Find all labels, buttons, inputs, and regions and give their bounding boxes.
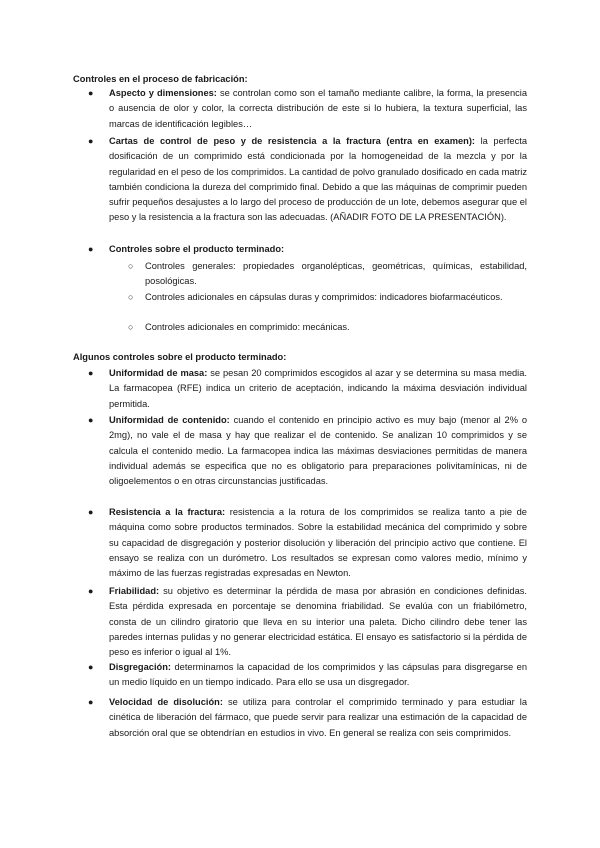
bullet-icon: ● bbox=[88, 136, 94, 146]
bullet-icon: ● bbox=[88, 244, 94, 254]
sub-item-text: Controles generales: propiedades organolépticas, geométricas, químicas, estabilidad, posológicas. bbox=[145, 261, 527, 287]
list-item-uniformidad-contenido bbox=[88, 413, 527, 489]
list-item-aspecto bbox=[88, 86, 527, 132]
section-heading-producto-terminado: Algunos controles sobre el producto terminado: bbox=[73, 352, 287, 362]
item-title: Controles sobre el producto terminado: bbox=[109, 244, 285, 254]
item-text: se pesan 20 comprimidos escogidos al azar y se determina su masa media. La farmacopea (RFE) indica un criterio de aceptación, indicando la máxima desviación individual permitida. bbox=[109, 368, 527, 409]
item-text: cuando el contenido en principio activo es muy bajo (menor al 2% o 2mg), no vale el de masa y hay que realizar el de contenido. Se analizan 10 comprimidos y se calcula el contenido medio. La farmacopea indica las máximas desviaciones permitidas de manera individual además se especifica que no es obligatorio para preparaciones polivitamínicas, ni de oligoelementos o en otras circunstancias justificadas. bbox=[109, 415, 527, 487]
item-text: se controlan como son el tamaño mediante calibre, la forma, la presencia o ausencia de olor y color, la correcta distribución de este si lo hubiera, la textura superficial, las marcas de identificación legibles… bbox=[109, 88, 527, 129]
list-item-friabilidad bbox=[88, 584, 527, 660]
item-text: determinamos la capacidad de los comprimidos y las cápsulas para disgregarse en un medio líquido en un tiempo indicado. Para ello se usa un disgregador. bbox=[109, 662, 527, 688]
sub-item-text: Controles adicionales en comprimido: mecánicas. bbox=[145, 322, 350, 332]
item-title: Friabilidad: bbox=[109, 586, 160, 596]
bullet-icon: ● bbox=[88, 586, 94, 596]
section-heading-proceso: Controles en el proceso de fabricación: bbox=[73, 74, 248, 84]
bullet-icon: ● bbox=[88, 368, 94, 378]
item-text: su objetivo es determinar la pérdida de masa por abrasión en condiciones definidas. Esta pérdida expresada en porcentaje se denomina friabilidad. Se evalúa con un friabilómetro, consta de un cilindro giratorio que lleva en su interior una paleta. Dicho cilindro debe tener las paredes internas pulidas y no generar electricidad estática. El ensayo es satisfactorio si la pérdida de peso es inferior o igual al 1%. bbox=[109, 586, 527, 658]
item-text: la perfecta dosificación de un comprimido está condicionada por la homogeneidad de la mezcla y por la regularidad en el peso de los comprimidos. La cantidad de polvo granulado dosificado en cada matriz también condiciona la dureza del comprimido final. Debido a que las máquinas de comprimir pueden sufrir pequeños desajustes a lo largo del proceso de producción de un lote, debemos asegurar que el peso y la resistencia a la fractura son las adecuadas. (AÑADIR FOTO DE LA PRESENTACIÓN). bbox=[109, 136, 528, 223]
list-item-uniformidad-masa bbox=[88, 366, 527, 412]
item-title: Aspecto y dimensiones: bbox=[109, 88, 217, 98]
list-item-cartas-control bbox=[88, 134, 528, 226]
bullet-icon: ● bbox=[88, 88, 94, 98]
item-title: Uniformidad de contenido: bbox=[109, 415, 230, 425]
bullet-icon: ● bbox=[88, 507, 94, 517]
bullet-icon: ● bbox=[88, 415, 94, 425]
sub-bullet-icon: ○ bbox=[128, 292, 134, 302]
item-text: resistencia a la rotura de los comprimidos se realiza tanto a pie de máquina como sobre productos terminados. Sobre la estabilidad mecánica del comprimido y sobre su capacidad de disgregación y posterior disolución y liberación del principio activo que contiene. El ensayo se realiza con un durómetro. Los resultados se expresan como valores medio, mínimo y máximo de las fuerzas registradas expresadas en Newton. bbox=[109, 507, 527, 579]
item-title: Cartas de control de peso y de resistencia a la fractura (entra en examen): bbox=[109, 136, 476, 146]
item-title: Disgregación: bbox=[109, 662, 171, 672]
item-text: se utiliza para controlar el comprimido terminado y para estudiar la cinética de liberación del fármaco, que puede servir para realizar una estimación de la capacidad de absorción oral que se obtendrían en estudios in vivo. En general se realiza con seis comprimidos. bbox=[109, 697, 528, 738]
list-item-controles-producto bbox=[88, 242, 527, 257]
list-item-resistencia-fractura bbox=[88, 505, 527, 581]
sub-bullet-icon: ○ bbox=[128, 261, 134, 271]
sub-item-text: Controles adicionales en cápsulas duras y comprimidos: indicadores biofarmacéuticos. bbox=[145, 292, 503, 302]
item-title: Uniformidad de masa: bbox=[109, 368, 208, 378]
list-item-disgregacion bbox=[88, 660, 527, 691]
list-item-velocidad-disolucion bbox=[88, 695, 528, 741]
item-title: Velocidad de disolución: bbox=[109, 697, 223, 707]
sub-item-capsulas bbox=[128, 290, 527, 305]
item-title: Resistencia a la fractura: bbox=[109, 507, 226, 517]
sub-bullet-icon: ○ bbox=[128, 322, 134, 332]
bullet-icon: ● bbox=[88, 662, 94, 672]
sub-item-mecanicas bbox=[128, 320, 527, 335]
sub-item-generales bbox=[128, 259, 527, 290]
bullet-icon: ● bbox=[88, 697, 94, 707]
